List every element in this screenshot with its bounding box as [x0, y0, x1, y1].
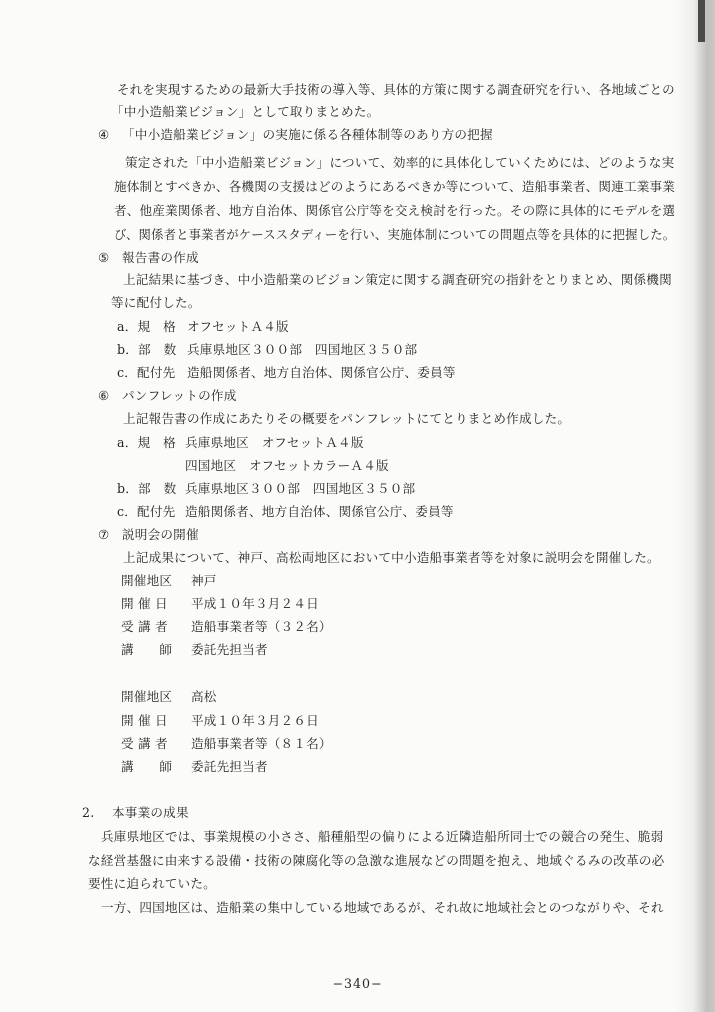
spec-label: b．部 数: [117, 342, 177, 357]
session-value: 委託先担当者: [191, 759, 268, 774]
body-line: び、関係者と事業者がケーススタディーを行い、実施体制についての問題点等を具体的に把握した。: [114, 227, 676, 242]
session-value: 平成１０年３月２４日: [191, 596, 319, 611]
spec-value: 兵庫県地区３００部 四国地区３５０部: [187, 342, 418, 357]
spec-row: [117, 364, 456, 382]
session-row: [121, 595, 319, 613]
body-line: 施体制とすべきか、各機関の支援はどのようにあるべきか等について、造船事業者、関連工業事業: [114, 179, 676, 194]
item-heading-text: パンフレットの作成: [122, 388, 237, 403]
session-value: 委託先担当者: [191, 642, 268, 657]
spec-label: a．規 格: [117, 435, 176, 450]
item-heading: [98, 387, 237, 405]
page-number: −340−: [332, 976, 383, 991]
session-value: 高松: [191, 689, 217, 704]
session-row: [121, 735, 332, 753]
body-line: 上記報告書の作成にあたりその概要をパンフレットにてとりまとめ作成した。: [123, 411, 571, 426]
session-value: 造船事業者等（８１名）: [191, 736, 332, 751]
item-number: ⑥: [98, 388, 110, 403]
spec-value: 造船関係者、地方自治体、関係官公庁、委員等: [185, 504, 454, 519]
session-row: [121, 688, 217, 706]
session-label: 開催地区: [121, 573, 173, 588]
section-heading: [82, 804, 189, 822]
spec-label: a．規 格: [117, 319, 176, 334]
spec-row: [117, 434, 364, 452]
body-line: 兵庫県地区では、事業規模の小ささ、船種船型の偏りによる近隣造船所同士での競合の発生、脆弱: [101, 829, 664, 844]
spec-row: [117, 341, 417, 359]
body-line: 策定された「中小造船業ビジョン」について、効率的に具体化していくためには、どのような実: [125, 155, 675, 170]
body-line: な経営基盤に由来する設備・技術の陳腐化等の急激な進展などの問題を抱え、地域ぐるみの改革の必: [88, 853, 665, 868]
spec-value: 四国地区 オフセットカラーＡ４版: [185, 458, 389, 473]
session-row: [121, 618, 332, 636]
session-value: 神戸: [191, 573, 217, 588]
body-line: 等に配付した。: [111, 295, 201, 310]
body-line: それを実現するための最新大手技術の導入等、具体的方策に関する調査研究を行い、各地域ごとの: [117, 82, 675, 97]
session-label: 開催地区: [121, 689, 173, 704]
session-row: [121, 572, 217, 590]
session-row: [121, 758, 268, 776]
session-row: [121, 712, 319, 730]
body-line: 「中小造船業ビジョン」として取りまとめた。: [111, 104, 380, 119]
item-heading: [98, 249, 199, 267]
spine-mark: [698, 0, 705, 42]
body-line: 者、他産業関係者、地方自治体、関係官公庁等を交え検討を行った。その際に具体的にモデルを選: [114, 203, 676, 218]
body-line: 一方、四国地区は、造船業の集中している地域であるが、それ故に地域社会とのつながりや、それ: [101, 900, 664, 915]
session-label: 受 講 者: [121, 736, 168, 751]
item-heading-text: 報告書の作成: [122, 250, 199, 265]
session-row: [121, 641, 268, 659]
session-label: 受 講 者: [121, 619, 168, 634]
item-number: ⑤: [98, 250, 110, 265]
item-number: ④: [98, 127, 110, 142]
body-line: 要性に迫られていた。: [88, 876, 216, 891]
item-heading-text: 「中小造船業ビジョン」の実施に係る各種体制等のあり方の把握: [122, 127, 493, 142]
item-heading: [98, 126, 493, 144]
body-line: 上記成果について、神戸、高松両地区において中小造船事業者等を対象に説明会を開催した。: [123, 550, 660, 565]
item-number: ⑦: [98, 527, 110, 542]
body-line: 上記結果に基づき、中小造船業のビジョン策定に関する調査研究の指針をとりまとめ、関係機関: [123, 272, 672, 287]
spec-row: [117, 318, 289, 336]
spec-value: 造船関係者、地方自治体、関係官公庁、委員等: [187, 365, 456, 380]
session-value: 平成１０年３月２６日: [191, 713, 319, 728]
spec-value: 兵庫県地区 オフセットＡ４版: [185, 435, 364, 450]
spec-value: 兵庫県地区３００部 四国地区３５０部: [185, 481, 416, 496]
spec-row: [117, 480, 415, 498]
item-heading-text: 説明会の開催: [122, 527, 199, 542]
session-label: 開 催 日: [121, 596, 168, 611]
book-spine-shadow: [675, 0, 715, 1012]
spec-row: [117, 503, 454, 521]
session-label: 講 師: [121, 759, 173, 774]
section-heading-text: 本事業の成果: [112, 805, 189, 820]
spec-label: c．配付先: [117, 504, 176, 519]
session-label: 開 催 日: [121, 713, 168, 728]
spec-label: b．部 数: [117, 481, 177, 496]
session-label: 講 師: [121, 642, 173, 657]
spec-label: c．配付先: [117, 365, 176, 380]
session-value: 造船事業者等（３２名）: [191, 619, 332, 634]
section-number: 2.: [82, 805, 95, 820]
item-heading: [98, 526, 199, 544]
spec-value: オフセットＡ４版: [187, 319, 289, 334]
